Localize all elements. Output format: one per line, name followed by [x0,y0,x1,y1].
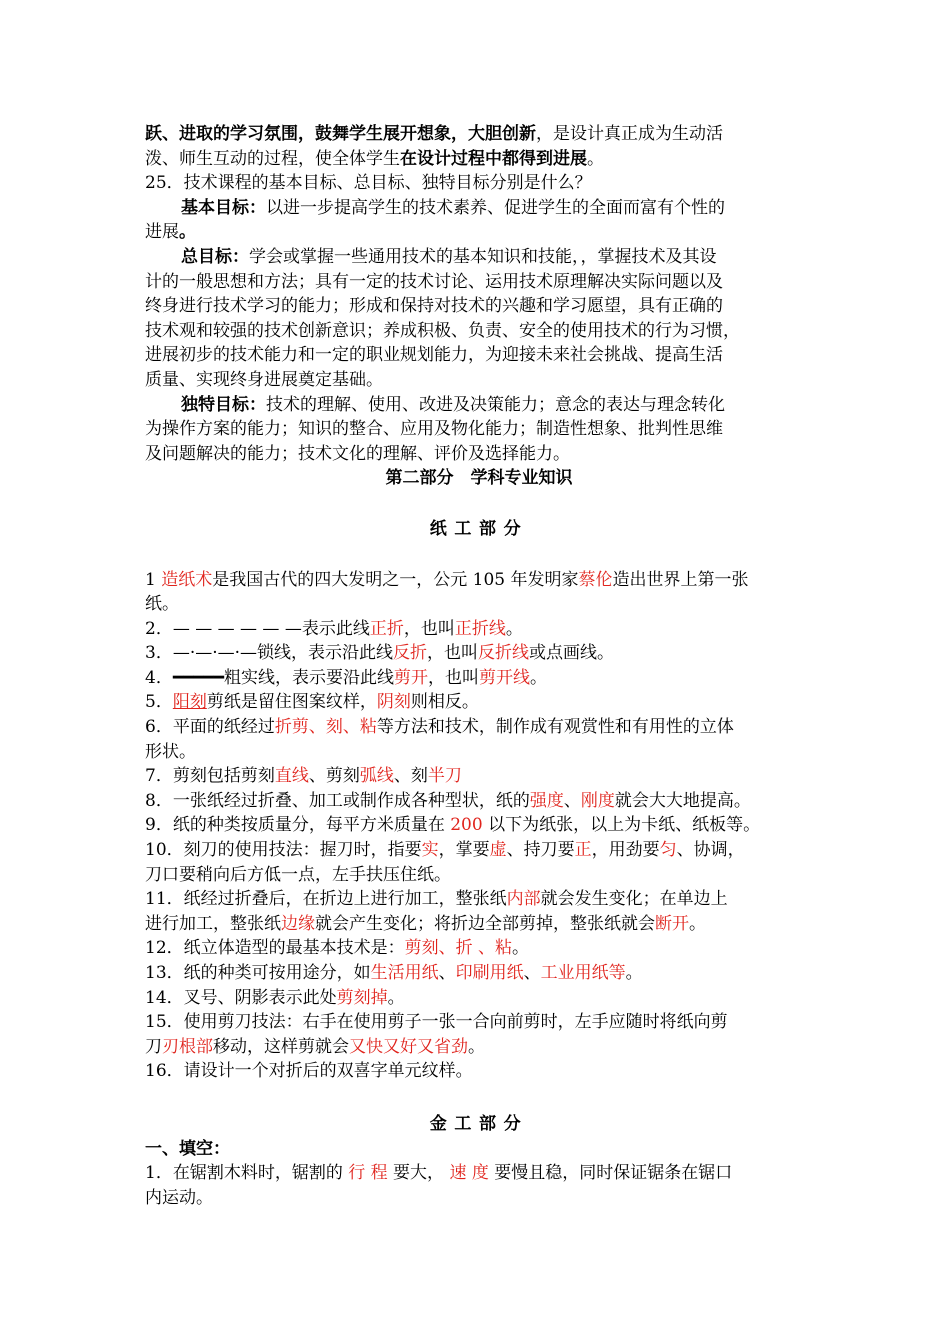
paper-item-12: 12．纸立体造型的最基本技术是：剪刻、折 、粘。 [145,938,530,959]
text: 学会或掌握一些通用技术的基本知识和技能，，掌握技术及其设 [249,246,717,267]
answer: 剪刻、折 、粘 [404,938,513,959]
basic-goal-label: 基本目标： [181,197,266,218]
answer: 工业用纸等 [540,963,626,983]
paper-item-6: 6．平面的纸经过折剪、刻、粘等方法和技术，制作成有观赏性和有用性的立体 [145,717,734,738]
unique-goal-line-1 [145,393,813,418]
unique-goal-line-2: 为操作方案的能力；知识的整合、应用及物化能力；制造性想象、批判性思维 [145,419,723,440]
unique-goal-line-3: 及问题解决的能力；技术文化的理解、评价及选择能力。 [145,443,570,464]
paper-item-6-cont: 形状。 [145,741,196,762]
answer: 边缘 [281,913,315,934]
bold-text: 在设计过程中都得到进展 [400,148,587,169]
answer: 弧线 [359,766,394,787]
document-page [145,122,813,1210]
answer: 阳刻 [172,692,207,713]
paper-item-3: 3．—·—·—·—锁线，表示沿此线反折，也叫反折线或点画线。 [145,643,615,664]
paper-item-15-cont: 刀刃根部移动，这样剪就会又快又好又省劲。 [145,1036,485,1057]
answer: 正折线 [454,618,506,639]
answer: 蔡伦 [578,569,613,590]
total-goal-line-1 [145,245,813,270]
answer: 内部 [506,889,541,910]
answer: 实 [421,840,439,861]
answer: 行 程 [348,1163,388,1184]
bold-text: 跃、进取的学习氛围，鼓舞学生展开想象，大胆创新 [145,124,536,144]
total-goal-line-2: 计的一般思想和方法；具有一定的技术讨论、运用技术原理解决实际问题以及 [145,271,723,292]
paper-item-5: 5．阳刻剪纸是留住图案纹样，阴刻则相反。 [145,692,479,713]
answer: 正 [574,840,592,861]
answer: 阴刻 [376,692,411,713]
answer: 直线 [274,766,309,787]
paper-item-14: 14．叉号、阴影表示此处剪刻掉。 [145,987,405,1008]
answer: 剪开线 [479,667,531,688]
text: 技术的理解、使用、改进及决策能力；意念的表达与理念转化 [266,394,725,415]
answer: 半刀 [427,766,462,787]
paper-item-7: 7．剪刻包括剪刻直线、剪刻弧线、刻半刀 [145,766,462,787]
paper-item-1: 1 造纸术是我国古代的四大发明之一，公元 105 年发明家蔡伦造出世界上第一张 [145,569,749,590]
answer: 反折线 [478,643,530,664]
paper-item-11-cont: 进行加工，整张纸边缘就会产生变化；将折边全部剪掉，整张纸就会断开。 [145,913,706,934]
paper-item-1-cont: 纸。 [145,594,179,615]
answer: 反折 [393,643,428,664]
paper-item-2: 2．— — — — — —表示此线正折，也叫正折线。 [145,618,523,639]
answer: 正折 [369,618,404,639]
answer: 剪开 [394,667,429,688]
fill-blank-subheading: 一、填空： [145,1138,230,1159]
text: ，是设计真正成为生动活 [536,124,723,144]
answer: 刃根部 [162,1036,213,1057]
paper-item-8: 8．一张纸经过折叠、加工或制作成各种型状，纸的强度、刚度就会大大地提高。 [145,790,751,811]
basic-goal-line-1 [145,196,813,221]
metal-item-1-cont: 内运动。 [145,1187,213,1208]
answer: 强度 [529,790,564,811]
total-goal-label: 总目标： [181,246,249,267]
paper-item-13: 13．纸的种类可按用途分，如生活用纸、印刷用纸、工业用纸等。 [145,963,643,983]
answer: 200 [450,815,483,836]
answer: 印刷用纸 [455,963,524,983]
thick-line-symbol: ━━━━━ [172,667,225,688]
total-goal-line-5: 进展初步的技术能力和一定的职业规划能力，为迎接未来社会挑战、提高生活 [145,345,723,366]
answer: 生活用纸 [370,963,439,983]
answer: 造纸术 [161,569,213,590]
text: 泼、师生互动的过程，使全体学生 [145,148,400,169]
answer: 又快又好又省劲 [349,1036,468,1057]
total-goal-line-3: 终身进行技术学习的能力；形成和保持对技术的兴趣和学习愿望，具有正确的 [145,296,723,317]
unique-goal-label: 独特目标： [181,394,266,415]
paper-item-10-cont: 刀口要稍向后方低一点，左手扶压住纸。 [145,864,451,885]
answer: 断开 [655,913,689,934]
answer: 匀 [659,840,677,861]
answer: 折剪、刻、粘 [274,717,377,738]
answer: 剪刻掉 [336,987,388,1008]
paper-section-heading: 纸工部分 [429,518,529,539]
paper-item-9: 9．纸的种类按质量分，每平方米质量在 200 以下为纸张，以上为卡纸、纸板等。 [145,815,761,836]
paper-item-15: 15．使用剪刀技法：右手在使用剪子一张一合向前剪时，左手应随时将纸向剪 [145,1012,728,1033]
total-goal-line-4: 技术观和较强的技术创新意识；养成积极、负责、安全的使用技术的行为习惯， [145,320,740,341]
answer: 虚 [489,840,507,861]
text: 。 [587,148,604,169]
metal-section-heading: 金工部分 [429,1113,529,1134]
metal-item-1: 1．在锯割木料时，锯割的 行 程 要大， 速 度 要慢且稳，同时保证锯条在锯口 [145,1163,733,1184]
paper-item-10: 10．刻刀的使用技法：握刀时，指要实，掌要虚、持刀要正，用劲要匀、协调， [145,840,745,861]
basic-goal-line-2 [145,220,813,245]
text: 以进一步提高学生的技术素养、促进学生的全面而富有个性的 [266,197,725,218]
q25-title: 25．技术课程的基本目标、总目标、独特目标分别是什么？ [145,173,592,194]
total-goal-line-6: 质量、实现终身进展奠定基础。 [145,369,383,390]
paper-item-16: 16．请设计一个对折后的双喜字单元纹样。 [145,1061,473,1082]
part2-heading: 第二部分 学科专业知识 [385,468,573,489]
intro-line-1 [145,122,813,147]
paper-item-11: 11．纸经过折叠后，在折边上进行加工，整张纸内部就会发生变化；在单边上 [145,889,728,910]
answer: 速 度 [449,1163,489,1184]
paper-item-4: 4．━━━━━粗实线，表示要沿此线剪开，也叫剪开线。 [145,667,548,688]
intro-line-2 [145,147,813,172]
text: 。 [179,222,196,243]
text: 进展 [145,222,179,243]
answer: 刚度 [580,790,615,811]
